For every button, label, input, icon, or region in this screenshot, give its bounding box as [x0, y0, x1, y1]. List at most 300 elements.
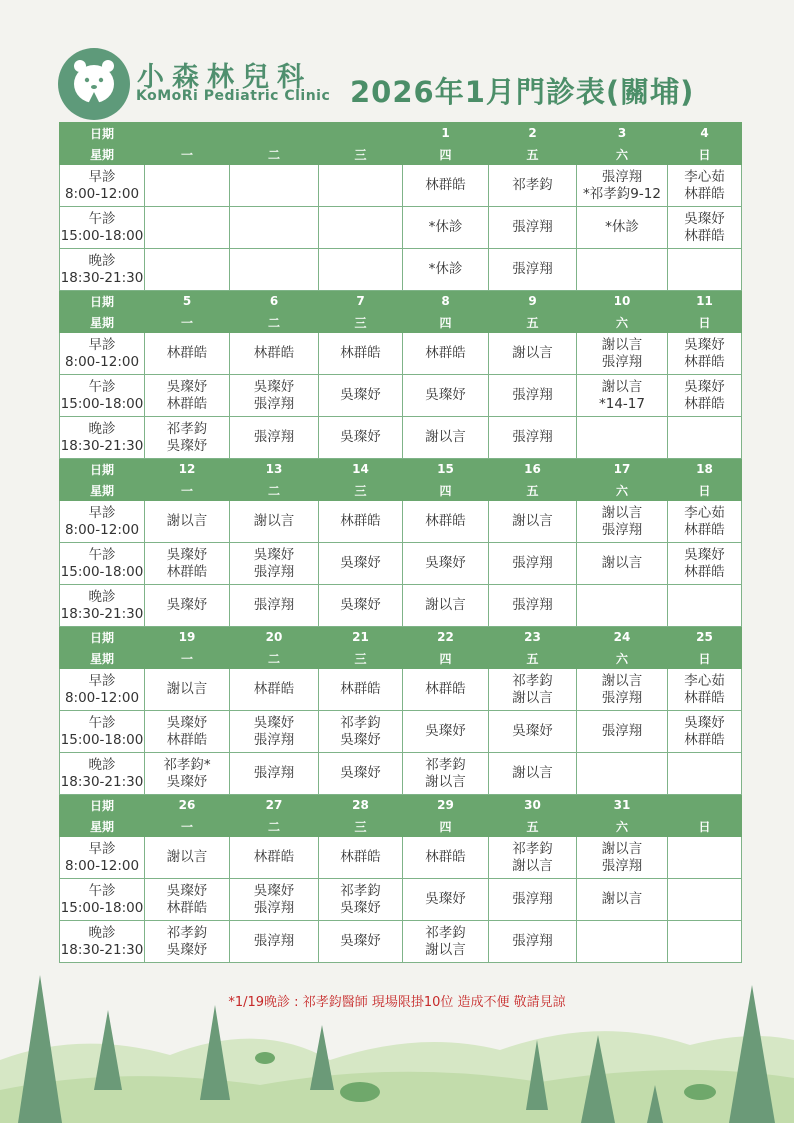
doctor-name: 吳璨妤 [425, 555, 466, 571]
doctor-cell [577, 249, 668, 291]
doctor-name: 李心茹 [684, 672, 725, 689]
shift-time: 18:30-21:30 [60, 269, 144, 286]
doctor-cell [668, 249, 742, 291]
doctor-name: 祁孝鈞 [340, 882, 381, 899]
weekday-cell: 日 [668, 480, 742, 501]
weekday-cell: 一 [145, 648, 230, 669]
doctor-name: 林群皓 [684, 395, 725, 412]
doctor-cell [668, 585, 742, 627]
date-cell: 20 [230, 627, 319, 648]
doctor-cell [668, 921, 742, 963]
weekday-cell: 二 [230, 480, 319, 501]
doctor-cell [145, 711, 230, 753]
shift-name: 晚診 [88, 756, 116, 773]
doctor-cell [230, 207, 319, 249]
shift-label [60, 585, 145, 627]
doctor-name: 謝以言 [425, 773, 466, 790]
doctor-name: 吳璨妤 [253, 546, 295, 563]
doctor-cell [319, 711, 403, 753]
doctor-name: 謝以言 [512, 765, 553, 781]
doctor-name: 吳璨妤 [684, 378, 725, 395]
date-cell: 25 [668, 627, 742, 648]
doctor-name: 謝以言 [425, 429, 466, 445]
doctor-name: 吳璨妤 [340, 933, 381, 949]
weekday-cell: 一 [145, 816, 230, 837]
doctor-name: 吳璨妤 [166, 941, 208, 958]
weekday-cell: 四 [403, 312, 489, 333]
shift-label [60, 249, 145, 291]
doctor-cell [668, 711, 742, 753]
doctor-name: 謝以言 [601, 378, 643, 395]
doctor-cell [489, 543, 577, 585]
doctor-cell [489, 711, 577, 753]
date-cell [145, 123, 230, 144]
shift-row [60, 543, 742, 585]
doctor-cell [230, 333, 319, 375]
doctor-name: 林群皓 [425, 681, 466, 697]
doctor-cell [145, 837, 230, 879]
doctor-name: 林群皓 [166, 899, 208, 916]
doctor-name: *14-17 [599, 395, 645, 412]
doctor-name: 吳璨妤 [684, 336, 725, 353]
doctor-cell [319, 375, 403, 417]
doctor-cell [403, 879, 489, 921]
doctor-name: 張淳翔 [253, 395, 295, 412]
doctor-name: 祁孝鈞 [425, 756, 466, 773]
doctor-name: 謝以言 [425, 941, 466, 958]
doctor-name: 謝以言 [601, 891, 643, 907]
doctor-name: 謝以言 [601, 672, 643, 689]
doctor-name: 張淳翔 [601, 689, 643, 706]
doctor-name: 林群皓 [684, 521, 725, 538]
date-cell: 21 [319, 627, 403, 648]
doctor-name: 張淳翔 [512, 219, 553, 235]
shift-time: 18:30-21:30 [60, 773, 144, 790]
schedule-body [60, 123, 742, 963]
doctor-name: 林群皓 [253, 849, 295, 865]
shift-row [60, 165, 742, 207]
doctor-name: 吳璨妤 [166, 714, 208, 731]
doctor-name: 張淳翔 [512, 597, 553, 613]
doctor-name: 林群皓 [253, 345, 295, 361]
shift-row [60, 669, 742, 711]
shift-label [60, 543, 145, 585]
doctor-name: 謝以言 [166, 849, 208, 865]
doctor-cell [577, 879, 668, 921]
doctor-cell [403, 753, 489, 795]
weekday-cell: 日 [668, 648, 742, 669]
shift-time: 18:30-21:30 [60, 437, 144, 454]
doctor-name: 吳璨妤 [425, 387, 466, 403]
doctor-name: 張淳翔 [512, 261, 553, 277]
weekday-label: 星期 [60, 816, 145, 837]
doctor-name: 祁孝鈞 [340, 714, 381, 731]
doctor-cell [230, 669, 319, 711]
doctor-name: 林群皓 [253, 681, 295, 697]
date-row [60, 795, 742, 816]
doctor-cell [403, 333, 489, 375]
doctor-name: 吳璨妤 [684, 546, 725, 563]
shift-row [60, 711, 742, 753]
doctor-name: 謝以言 [601, 555, 643, 571]
shift-row [60, 207, 742, 249]
shift-time: 15:00-18:00 [60, 731, 144, 748]
doctor-cell [230, 165, 319, 207]
bear-logo-icon [58, 48, 130, 120]
doctor-cell [230, 375, 319, 417]
doctor-name: 吳璨妤 [512, 723, 553, 739]
doctor-cell [319, 669, 403, 711]
date-cell: 16 [489, 459, 577, 480]
doctor-name: 張淳翔 [253, 899, 295, 916]
date-cell: 27 [230, 795, 319, 816]
doctor-cell [489, 837, 577, 879]
doctor-name: 林群皓 [166, 395, 208, 412]
doctor-cell [403, 375, 489, 417]
doctor-cell [145, 585, 230, 627]
doctor-cell [577, 333, 668, 375]
doctor-cell [403, 921, 489, 963]
doctor-name: 張淳翔 [512, 933, 553, 949]
doctor-name: 吳璨妤 [253, 882, 295, 899]
doctor-name: 林群皓 [684, 731, 725, 748]
doctor-name: 張淳翔 [253, 933, 295, 949]
shift-time: 18:30-21:30 [60, 941, 144, 958]
doctor-cell [230, 753, 319, 795]
doctor-name: 張淳翔 [512, 387, 553, 403]
shift-row [60, 249, 742, 291]
doctor-name: 吳璨妤 [166, 378, 208, 395]
doctor-name: 謝以言 [512, 345, 553, 361]
shift-name: 晚診 [88, 252, 116, 269]
weekday-cell: 三 [319, 144, 403, 165]
weekday-cell: 五 [489, 312, 577, 333]
weekday-cell: 一 [145, 480, 230, 501]
weekday-cell: 四 [403, 648, 489, 669]
doctor-cell [403, 543, 489, 585]
doctor-cell [145, 333, 230, 375]
doctor-cell [668, 375, 742, 417]
shift-time: 8:00-12:00 [64, 185, 140, 202]
doctor-cell [319, 165, 403, 207]
shift-row [60, 585, 742, 627]
weekday-cell: 六 [577, 648, 668, 669]
doctor-name: 吳璨妤 [340, 899, 381, 916]
weekday-label: 星期 [60, 480, 145, 501]
date-cell: 28 [319, 795, 403, 816]
doctor-cell [145, 921, 230, 963]
doctor-cell [145, 543, 230, 585]
weekday-row [60, 312, 742, 333]
doctor-name: 吳璨妤 [425, 723, 466, 739]
doctor-cell [489, 165, 577, 207]
doctor-cell [489, 669, 577, 711]
doctor-name: 祁孝鈞 [512, 177, 553, 193]
doctor-name: 林群皓 [425, 849, 466, 865]
date-label: 日期 [60, 291, 145, 312]
doctor-name: 吳璨妤 [166, 773, 208, 790]
brand-name-zh: 小森林兒科 [137, 62, 312, 93]
doctor-name: 張淳翔 [601, 723, 643, 739]
doctor-name: 吳璨妤 [253, 378, 295, 395]
doctor-name: 林群皓 [425, 345, 466, 361]
doctor-name: 張淳翔 [253, 429, 295, 445]
doctor-cell [577, 501, 668, 543]
weekday-cell: 五 [489, 816, 577, 837]
shift-row [60, 375, 742, 417]
weekday-cell: 二 [230, 648, 319, 669]
doctor-name: 吳璨妤 [340, 555, 381, 571]
doctor-cell [668, 207, 742, 249]
doctor-name: 張淳翔 [601, 857, 643, 874]
doctor-name: 吳璨妤 [340, 387, 381, 403]
shift-name: 早診 [88, 168, 116, 185]
date-row [60, 291, 742, 312]
doctor-cell [319, 249, 403, 291]
doctor-cell [668, 333, 742, 375]
doctor-cell [230, 249, 319, 291]
doctor-cell [145, 501, 230, 543]
doctor-name: 張淳翔 [253, 597, 295, 613]
doctor-name: 祁孝鈞 [512, 840, 553, 857]
shift-row [60, 837, 742, 879]
date-label: 日期 [60, 627, 145, 648]
doctor-cell [145, 375, 230, 417]
date-cell: 9 [489, 291, 577, 312]
date-cell: 13 [230, 459, 319, 480]
date-row [60, 627, 742, 648]
shift-name: 午診 [88, 210, 116, 227]
shift-time: 18:30-21:30 [60, 605, 144, 622]
date-label: 日期 [60, 123, 145, 144]
doctor-name: 謝以言 [166, 513, 208, 529]
doctor-cell [489, 417, 577, 459]
doctor-cell [489, 249, 577, 291]
doctor-cell [577, 921, 668, 963]
doctor-cell [577, 417, 668, 459]
doctor-name: *休診 [605, 219, 639, 235]
doctor-name: 吳璨妤 [166, 882, 208, 899]
shift-name: 早診 [88, 504, 116, 521]
doctor-name: 林群皓 [684, 353, 725, 370]
date-cell: 1 [403, 123, 489, 144]
shift-row [60, 921, 742, 963]
doctor-cell [489, 375, 577, 417]
doctor-cell [668, 879, 742, 921]
doctor-name: 吳璨妤 [684, 714, 725, 731]
doctor-name: 祁孝鈞* [163, 756, 211, 773]
weekday-cell: 二 [230, 816, 319, 837]
doctor-cell [403, 585, 489, 627]
doctor-cell [489, 207, 577, 249]
shift-name: 晚診 [88, 588, 116, 605]
shift-label [60, 879, 145, 921]
shift-label [60, 669, 145, 711]
forest-illustration [0, 960, 794, 1123]
date-cell: 10 [577, 291, 668, 312]
date-cell: 11 [668, 291, 742, 312]
doctor-cell [668, 501, 742, 543]
doctor-cell [145, 165, 230, 207]
weekday-cell: 三 [319, 480, 403, 501]
doctor-name: 林群皓 [340, 681, 381, 697]
shift-name: 晚診 [88, 924, 116, 941]
doctor-name: 吳璨妤 [425, 891, 466, 907]
doctor-name: 張淳翔 [253, 731, 295, 748]
doctor-name: 林群皓 [684, 185, 725, 202]
weekday-cell: 日 [668, 816, 742, 837]
doctor-cell [230, 711, 319, 753]
shift-time: 15:00-18:00 [60, 563, 144, 580]
date-cell: 3 [577, 123, 668, 144]
doctor-name: 謝以言 [512, 689, 553, 706]
doctor-cell [319, 921, 403, 963]
doctor-cell [145, 207, 230, 249]
clinic-logo [58, 48, 130, 120]
date-cell: 5 [145, 291, 230, 312]
doctor-cell [668, 669, 742, 711]
date-cell: 22 [403, 627, 489, 648]
shift-name: 午診 [88, 546, 116, 563]
weekday-cell: 五 [489, 144, 577, 165]
doctor-cell [319, 417, 403, 459]
shift-row [60, 879, 742, 921]
date-cell: 2 [489, 123, 577, 144]
date-cell: 14 [319, 459, 403, 480]
doctor-name: 林群皓 [425, 177, 466, 193]
weekday-cell: 一 [145, 312, 230, 333]
doctor-name: 祁孝鈞 [512, 672, 553, 689]
date-cell: 15 [403, 459, 489, 480]
weekday-cell: 六 [577, 480, 668, 501]
doctor-cell [403, 417, 489, 459]
doctor-cell [230, 879, 319, 921]
clinic-schedule-table [59, 122, 742, 963]
doctor-name: 林群皓 [684, 563, 725, 580]
weekday-cell: 二 [230, 144, 319, 165]
doctor-name: 祁孝鈞 [166, 420, 208, 437]
doctor-cell [319, 879, 403, 921]
shift-label [60, 753, 145, 795]
shift-row [60, 501, 742, 543]
doctor-name: 謝以言 [601, 504, 643, 521]
doctor-cell [403, 837, 489, 879]
shift-label [60, 837, 145, 879]
doctor-cell [230, 543, 319, 585]
doctor-cell [145, 249, 230, 291]
doctor-name: 張淳翔 [601, 521, 643, 538]
doctor-name: 謝以言 [253, 513, 295, 529]
doctor-name: *祁孝鈞9-12 [583, 185, 661, 202]
doctor-cell [319, 837, 403, 879]
shift-label [60, 207, 145, 249]
shift-time: 8:00-12:00 [64, 857, 140, 874]
doctor-cell [319, 753, 403, 795]
doctor-cell [668, 753, 742, 795]
doctor-name: *休診 [428, 219, 463, 235]
weekday-cell: 四 [403, 480, 489, 501]
doctor-name: *休診 [428, 261, 463, 277]
doctor-name: 張淳翔 [601, 168, 643, 185]
shift-label [60, 333, 145, 375]
doctor-cell [230, 501, 319, 543]
shift-time: 8:00-12:00 [64, 689, 140, 706]
doctor-cell [489, 585, 577, 627]
shift-name: 午診 [88, 378, 116, 395]
doctor-cell [145, 753, 230, 795]
date-cell: 19 [145, 627, 230, 648]
date-row [60, 459, 742, 480]
shift-time: 8:00-12:00 [64, 353, 140, 370]
date-cell [668, 795, 742, 816]
date-cell: 12 [145, 459, 230, 480]
doctor-cell [230, 585, 319, 627]
doctor-name: 張淳翔 [601, 353, 643, 370]
doctor-name: 林群皓 [340, 849, 381, 865]
weekday-cell: 三 [319, 312, 403, 333]
weekday-cell: 一 [145, 144, 230, 165]
page-title: 2026年1月門診表(關埔) [350, 75, 695, 109]
doctor-cell [319, 585, 403, 627]
shift-label [60, 921, 145, 963]
shift-name: 早診 [88, 336, 116, 353]
doctor-cell [668, 837, 742, 879]
doctor-name: 張淳翔 [512, 429, 553, 445]
doctor-name: 謝以言 [425, 597, 466, 613]
doctor-name: 林群皓 [425, 513, 466, 529]
weekday-label: 星期 [60, 144, 145, 165]
date-cell: 31 [577, 795, 668, 816]
shift-row [60, 753, 742, 795]
doctor-cell [577, 543, 668, 585]
weekday-cell: 四 [403, 816, 489, 837]
weekday-label: 星期 [60, 648, 145, 669]
weekday-cell: 三 [319, 648, 403, 669]
doctor-name: 林群皓 [166, 345, 208, 361]
doctor-cell [577, 837, 668, 879]
weekday-label: 星期 [60, 312, 145, 333]
date-cell [319, 123, 403, 144]
date-cell: 18 [668, 459, 742, 480]
doctor-name: 張淳翔 [253, 765, 295, 781]
date-cell: 29 [403, 795, 489, 816]
doctor-name: 祁孝鈞 [166, 924, 208, 941]
date-cell: 4 [668, 123, 742, 144]
doctor-cell [145, 669, 230, 711]
shift-time: 15:00-18:00 [60, 395, 144, 412]
shift-label [60, 165, 145, 207]
weekday-cell: 日 [668, 312, 742, 333]
doctor-name: 林群皓 [166, 731, 208, 748]
shift-name: 晚診 [88, 420, 116, 437]
shift-time: 15:00-18:00 [60, 227, 144, 244]
doctor-name: 吳璨妤 [340, 731, 381, 748]
shift-label [60, 711, 145, 753]
date-row [60, 123, 742, 144]
doctor-name: 吳璨妤 [340, 429, 381, 445]
date-cell [230, 123, 319, 144]
doctor-name: 吳璨妤 [340, 597, 381, 613]
shift-label [60, 375, 145, 417]
doctor-cell [145, 879, 230, 921]
footnote: *1/19晚診 : 祁孝鈞醫師 現場限掛10位 造成不便 敬請見諒 [228, 995, 566, 1010]
shift-label [60, 417, 145, 459]
shift-row [60, 417, 742, 459]
doctor-name: 吳璨妤 [340, 765, 381, 781]
doctor-name: 吳璨妤 [253, 714, 295, 731]
doctor-cell [489, 879, 577, 921]
doctor-name: 林群皓 [684, 689, 725, 706]
